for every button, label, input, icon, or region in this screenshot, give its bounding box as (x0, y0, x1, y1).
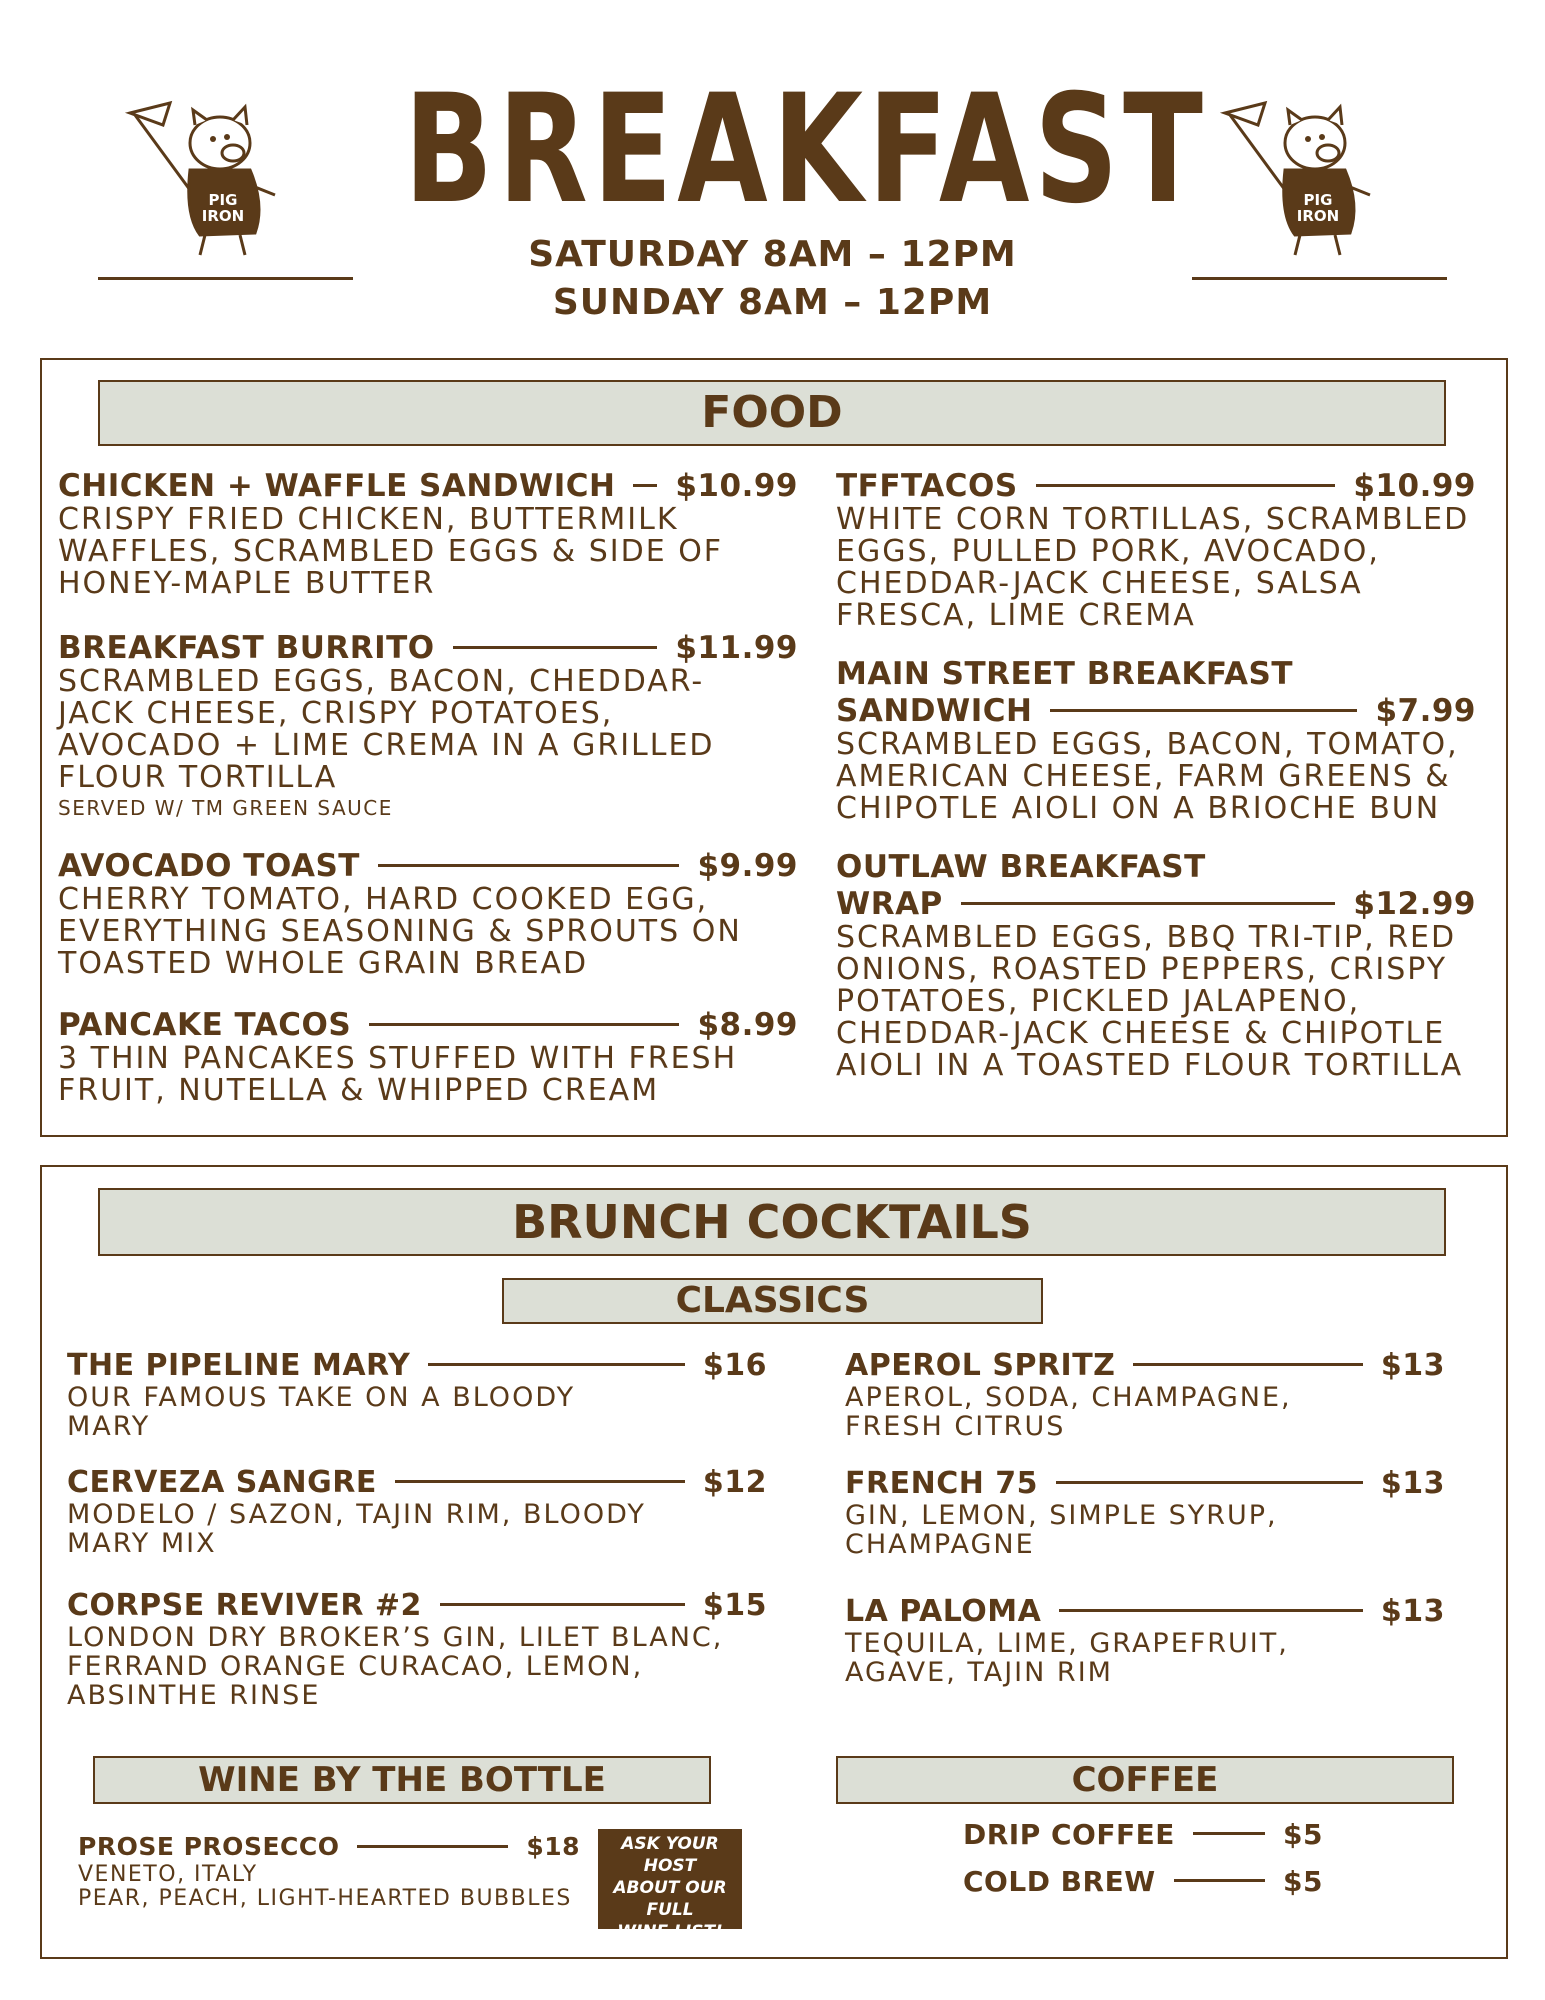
item-price: $12 (702, 1465, 767, 1500)
menu-item (836, 848, 1476, 1082)
item-description: SCRAMBLED EGGS, BBQ TRI-TIP, RED ONIONS, ROASTED PEPPERS, CRISPY POTATOES, PICKLED JALAPENO, CHEDDAR-JACK CHEESE & CHIPOTLE AIOLI IN A TOASTED FLOUR TORTILLA (836, 920, 1464, 1083)
classics-heading: CLASSICS (502, 1278, 1043, 1324)
item-name: COLD BREW (963, 1865, 1156, 1898)
item-name: THE PIPELINE MARY (67, 1348, 411, 1383)
item-description: APEROL, SODA, CHAMPAGNE, FRESH CITRUS (845, 1382, 1292, 1442)
cocktail-item (67, 1588, 767, 1710)
menu-item (58, 848, 798, 980)
item-price: $13 (1380, 1348, 1445, 1383)
item-name: BREAKFAST BURRITO (58, 630, 435, 666)
menu-item (836, 468, 1476, 632)
leader-line (1056, 1481, 1363, 1484)
pig-iron-logo-left (115, 95, 290, 270)
leader-line (961, 902, 1336, 905)
leader-line (633, 484, 657, 487)
coffee-item (963, 1818, 1323, 1851)
pig-iron-logo-right (1210, 95, 1385, 270)
hours-sunday: SUNDAY 8AM – 12PM (552, 282, 993, 323)
food-heading: FOOD (98, 380, 1446, 446)
item-description: OUR FAMOUS TAKE ON A BLOODY MARY (67, 1382, 576, 1442)
item-description: LONDON DRY BROKER’S GIN, LILET BLANC, FERRAND ORANGE CURACAO, LEMON, ABSINTHE RINSE (67, 1622, 724, 1711)
item-name: CHICKEN + WAFFLE SANDWICH (58, 468, 616, 504)
item-price: $5 (1283, 1818, 1323, 1851)
item-description: 3 THIN PANCAKES STUFFED WITH FRESH FRUIT, NUTELLA & WHIPPED CREAM (58, 1041, 738, 1108)
item-price: $11.99 (675, 630, 798, 666)
leader-line (395, 1480, 685, 1483)
item-price: $15 (702, 1588, 767, 1623)
leader-line (453, 646, 658, 649)
cocktail-item (845, 1594, 1445, 1687)
item-price: $13 (1380, 1466, 1445, 1501)
coffee-item (963, 1865, 1323, 1898)
wine-description: VENETO, ITALY PEAR, PEACH, LIGHT-HEARTED BUBBLES (78, 1862, 572, 1911)
item-name: CERVEZA SANGRE (67, 1465, 377, 1500)
item-name: SANDWICH (836, 693, 1033, 729)
item-description: CRISPY FRIED CHICKEN, BUTTERMILK WAFFLES, SCRAMBLED EGGS & SIDE OF HONEY-MAPLE BUTTER (58, 502, 724, 601)
item-name-line1: OUTLAW BREAKFAST (836, 849, 1206, 885)
leader-line (428, 1363, 685, 1366)
item-name: APEROL SPRITZ (845, 1348, 1116, 1383)
cocktail-item (67, 1465, 767, 1558)
item-name-line1: MAIN STREET BREAKFAST (836, 656, 1294, 692)
item-note: SERVED W/ TM GREEN SAUCE (58, 796, 393, 820)
header-rule-left (98, 277, 353, 280)
coffee-heading: COFFEE (836, 1756, 1454, 1804)
item-price: $5 (1283, 1865, 1323, 1898)
item-name: LA PALOMA (845, 1594, 1042, 1629)
item-name: PANCAKE TACOS (58, 1007, 352, 1043)
leader-line (1174, 1879, 1265, 1882)
svg-text:PIG: PIG (208, 191, 238, 209)
item-description: SCRAMBLED EGGS, BACON, TOMATO, AMERICAN CHEESE, FARM GREENS & CHIPOTLE AIOLI ON A BRIOCHE BUN (836, 727, 1459, 826)
wine-list-callout: ASK YOUR HOST ABOUT OUR FULL WINE LIST! (598, 1829, 742, 1929)
item-name: TFFTACOS (836, 468, 1018, 504)
menu-item (58, 468, 798, 600)
menu-item (58, 1007, 798, 1107)
item-price: $10.99 (675, 468, 798, 504)
leader-line (1193, 1832, 1265, 1835)
header-rule-right (1192, 277, 1447, 280)
menu-item (58, 630, 798, 820)
menu-item (836, 655, 1476, 825)
page-title: BREAKFAST (403, 63, 1208, 237)
leader-line (440, 1603, 685, 1606)
wine-item (78, 1832, 580, 1911)
leader-line (1050, 709, 1357, 712)
cocktail-item (67, 1348, 767, 1441)
cocktails-heading: BRUNCH COCKTAILS (98, 1188, 1446, 1256)
item-price: $7.99 (1375, 693, 1476, 729)
item-price: $8.99 (697, 1007, 798, 1043)
hours-saturday: SATURDAY 8AM – 12PM (528, 234, 1017, 275)
item-name: CORPSE REVIVER #2 (67, 1588, 422, 1623)
leader-line (357, 1845, 508, 1848)
item-name: PROSE PROSECCO (78, 1832, 340, 1861)
item-description: MODELO / SAZON, TAJIN RIM, BLOODY MARY MIX (67, 1499, 646, 1559)
svg-text:IRON: IRON (201, 207, 245, 225)
item-name: FRENCH 75 (845, 1466, 1039, 1501)
svg-text:IRON: IRON (1296, 207, 1340, 225)
item-description: TEQUILA, LIME, GRAPEFRUIT, AGAVE, TAJIN RIM (845, 1628, 1289, 1688)
cocktail-item (845, 1348, 1445, 1441)
item-name: AVOCADO TOAST (58, 848, 360, 884)
item-description: CHERRY TOMATO, HARD COOKED EGG, EVERYTHING SEASONING & SPROUTS ON TOASTED WHOLE GRAIN BREAD (58, 882, 742, 981)
leader-line (1036, 484, 1336, 487)
cocktail-item (845, 1466, 1445, 1559)
leader-line (1059, 1609, 1363, 1612)
item-price: $13 (1380, 1594, 1445, 1629)
svg-text:PIG: PIG (1303, 191, 1333, 209)
item-price: $9.99 (697, 848, 798, 884)
item-name: DRIP COFFEE (963, 1818, 1175, 1851)
item-description: GIN, LEMON, SIMPLE SYRUP, CHAMPAGNE (845, 1500, 1278, 1560)
leader-line (369, 1023, 679, 1026)
item-price: $12.99 (1353, 886, 1476, 922)
item-description: SCRAMBLED EGGS, BACON, CHEDDAR- JACK CHEESE, CRISPY POTATOES, AVOCADO + LIME CREMA IN A GRILLED FLOUR TORTILLA (58, 664, 715, 795)
item-price: $16 (702, 1348, 767, 1383)
leader-line (1133, 1363, 1362, 1366)
leader-line (378, 864, 679, 867)
wine-heading: WINE BY THE BOTTLE (93, 1756, 711, 1804)
item-price: $10.99 (1353, 468, 1476, 504)
item-description: WHITE CORN TORTILLAS, SCRAMBLED EGGS, PULLED PORK, AVOCADO, CHEDDAR-JACK CHEESE, SALSA FRESCA, LIME CREMA (836, 502, 1470, 633)
item-price: $18 (526, 1832, 580, 1861)
item-name: WRAP (836, 886, 943, 922)
